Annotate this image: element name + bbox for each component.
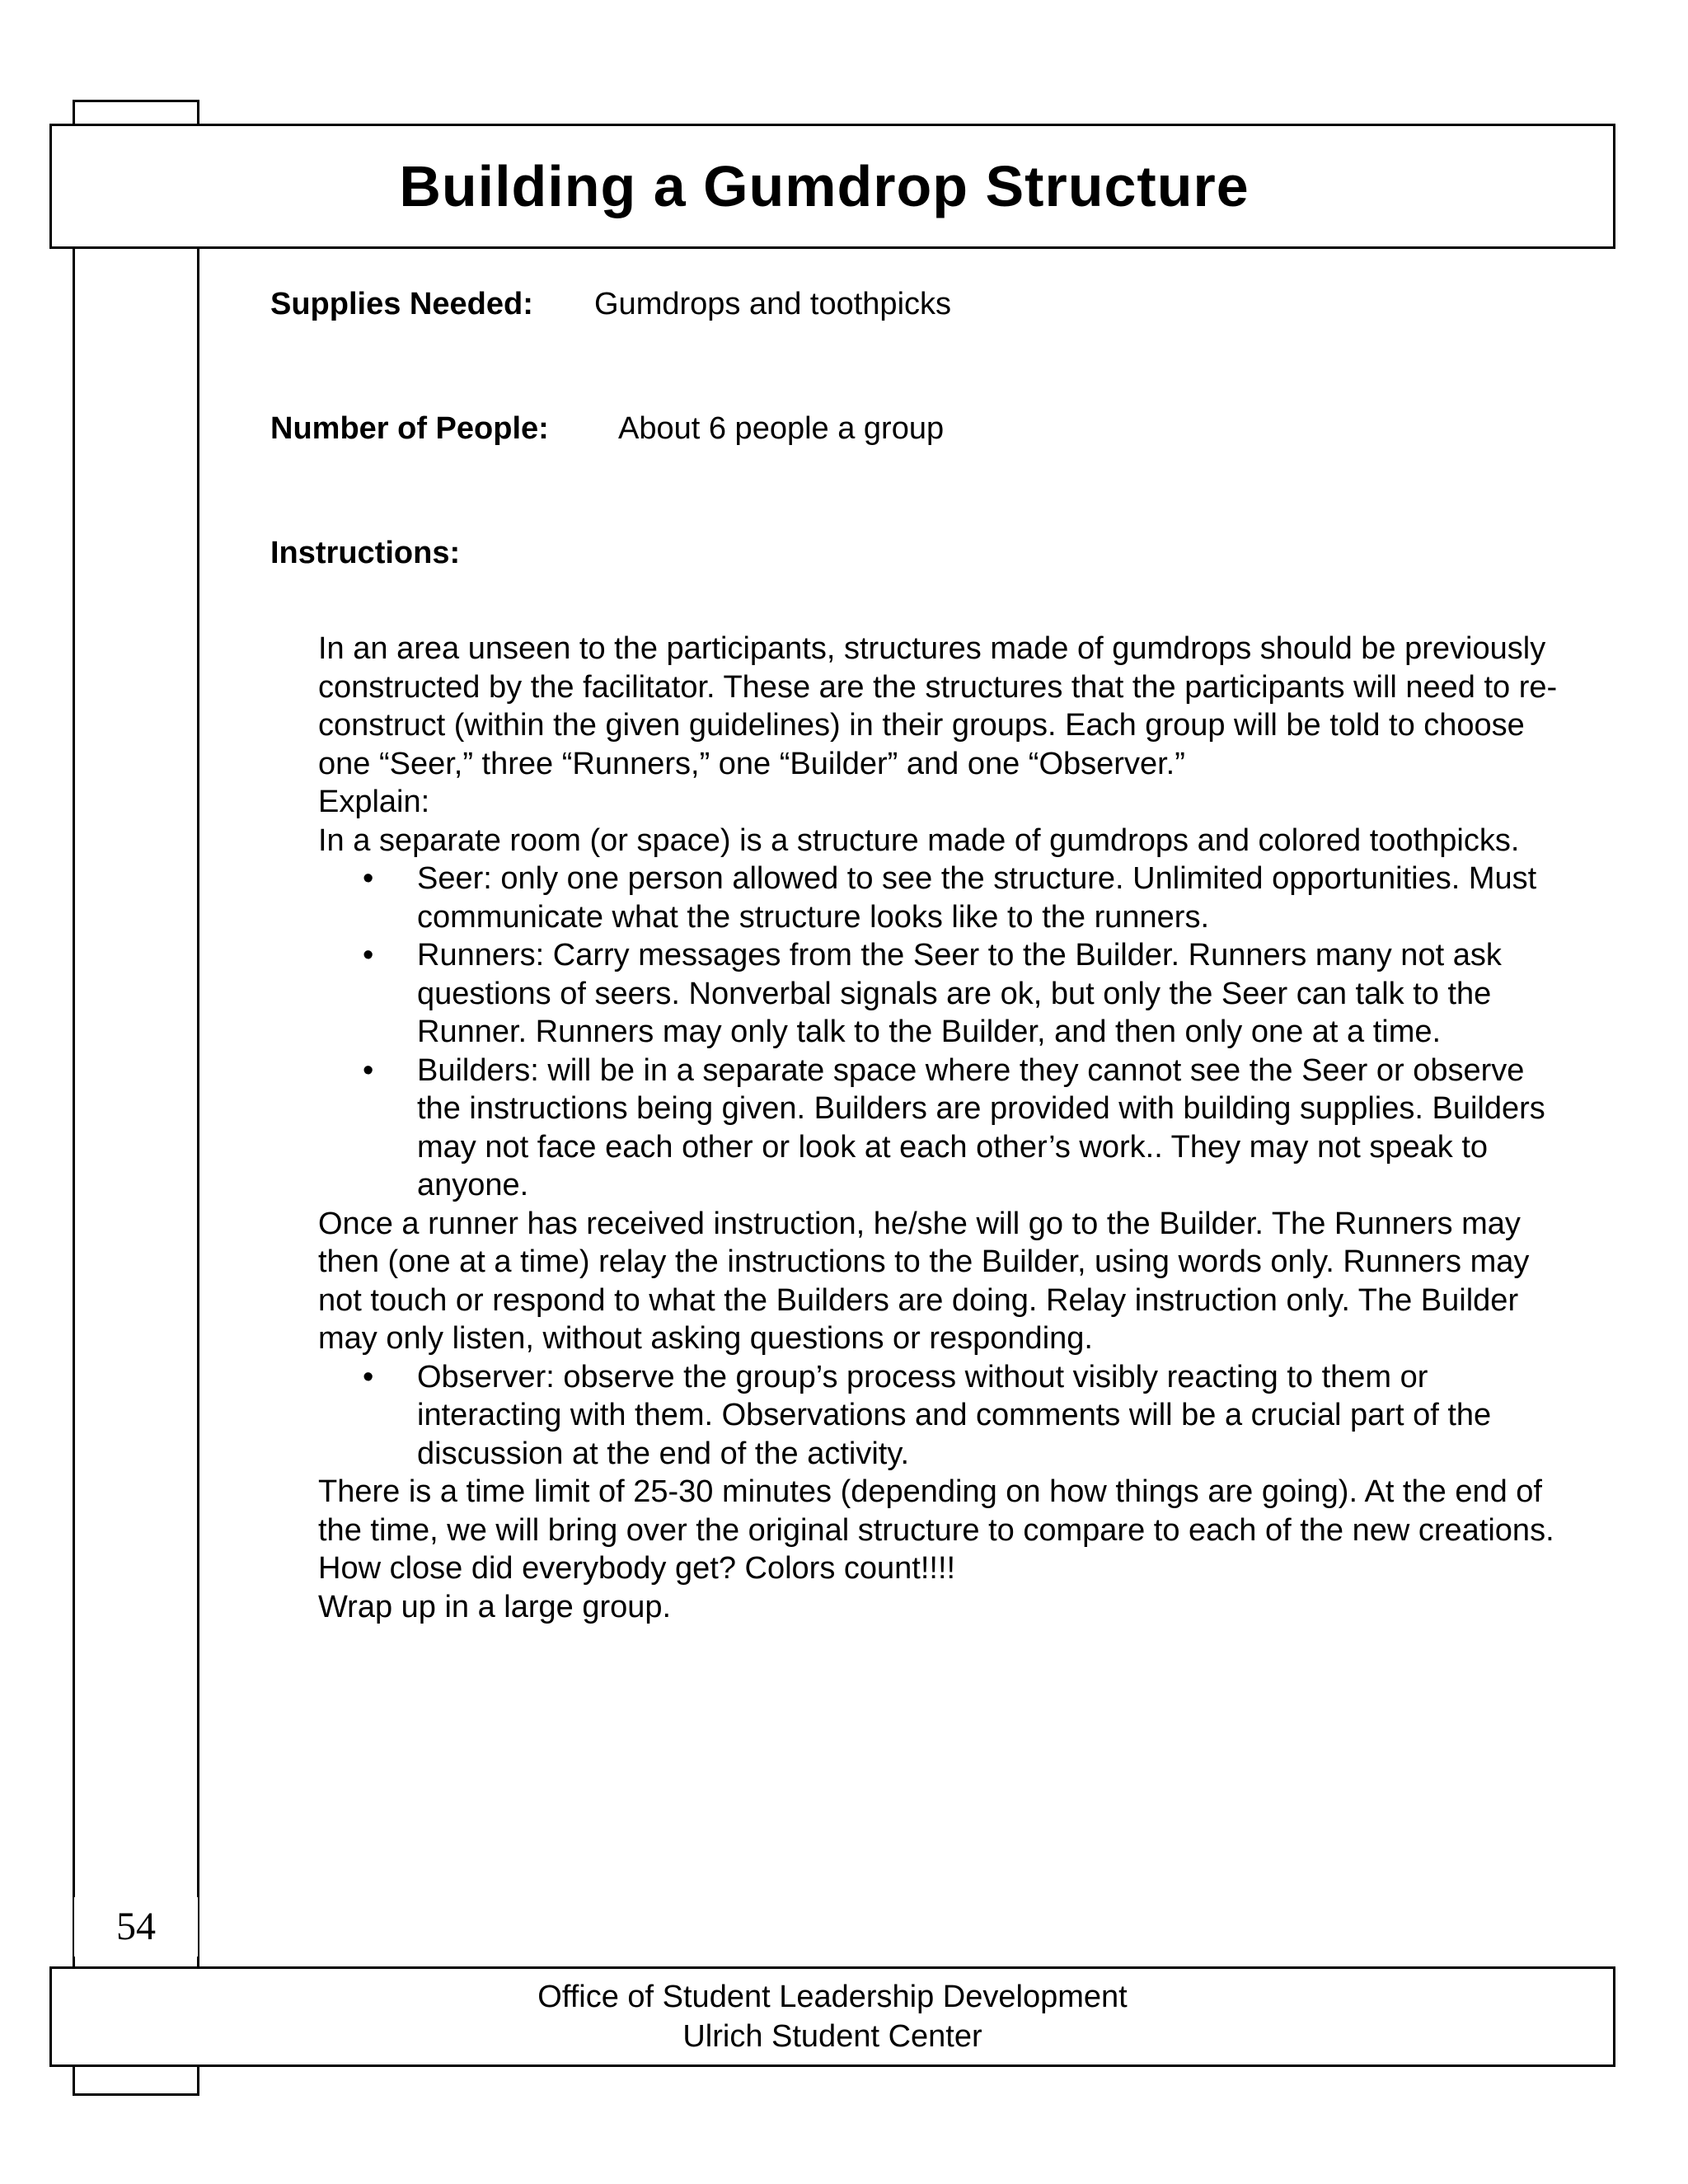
list-item-text: Runners: Carry messages from the Seer to the Builder. Runners many not ask questions of seers. Nonverbal signals are ok, but only the Seer can talk to the Runner. Runners may only talk to the Builder, and then only one at a time.: [417, 938, 1502, 1049]
bullet-icon: •: [363, 861, 374, 896]
list-item-text: Observer: observe the group’s process without visibly reacting to them or interacting with them. Observations and comments will be a crucial part of the discussion at the end of the activity.: [417, 1359, 1492, 1471]
supplies-value: Gumdrops and toothpicks: [594, 287, 952, 321]
people-row: [270, 410, 945, 448]
frame-top-cap: [73, 100, 199, 102]
frame-left-inner-line: [197, 100, 199, 2096]
observer-list: [318, 1358, 1571, 1474]
list-item-text: Seer: only one person allowed to see the structure. Unlimited opportunities. Must communicate what the structure looks like to the runners.: [417, 861, 1537, 935]
title-box: [49, 124, 1615, 249]
footer-line-center: Ulrich Student Center: [682, 2019, 982, 2054]
bullet-icon: •: [363, 938, 374, 972]
list-item-observer: [363, 1358, 1571, 1474]
page-title: Building a Gumdrop Structure: [399, 154, 1250, 218]
page-number: 54: [74, 1897, 198, 1957]
bullet-icon: •: [363, 1052, 374, 1088]
list-item-seer: [363, 860, 1571, 936]
frame-left-outer-line: [73, 100, 75, 2096]
bullet-icon: •: [363, 1359, 374, 1394]
footer-line-office: Office of Student Leadership Development: [537, 1980, 1128, 2014]
people-value: About 6 people a group: [618, 411, 945, 446]
supplies-row: [270, 285, 952, 323]
frame-bottom-cap: [73, 2093, 199, 2096]
list-item-builders: [363, 1052, 1571, 1205]
list-item-text: Builders: will be in a separate space where they cannot see the Seer or observe the instructions being given. Builders are provided with building supplies. Builders may not face each other or look at each other’s work.. They may not speak to anyone.: [417, 1052, 1545, 1202]
intro-paragraph: In an area unseen to the participants, structures made of gumdrops should be previously constructed by the facilitator. These are the structures that the participants will need to re-construct (within the given guidelines) in their groups. Each group will be told to choose one “Seer,” three “Runners,” one “Builder” and one “Observer.”: [318, 631, 1558, 781]
room-paragraph: In a separate room (or space) is a structure made of gumdrops and colored toothpicks.: [318, 823, 1520, 858]
list-item-runners: [363, 936, 1571, 1052]
supplies-label: Supplies Needed:: [270, 287, 533, 321]
footer-box: [49, 1966, 1615, 2067]
time-limit-paragraph: There is a time limit of 25-30 minutes (depending on how things are going). At the end of the time, we will bring over the original structure to compare to each of the new creations. How close did everybody get? Colors count!!!!: [318, 1474, 1554, 1586]
roles-list: [318, 860, 1571, 1205]
instructions-body: [318, 630, 1571, 1626]
wrap-up-line: Wrap up in a large group.: [318, 1589, 672, 1624]
instructions-row: [270, 534, 460, 572]
people-label: Number of People:: [270, 411, 549, 446]
explain-line: Explain:: [318, 785, 430, 819]
instructions-label: Instructions:: [270, 536, 461, 570]
once-paragraph: Once a runner has received instruction, he/she will go to the Builder. The Runners may then (one at a time) relay the instructions to the Builder, using words only. Runners may not touch or respond to what the Builders are doing. Relay instruction only. The Builder may only listen, without asking questions or responding.: [318, 1206, 1530, 1356]
